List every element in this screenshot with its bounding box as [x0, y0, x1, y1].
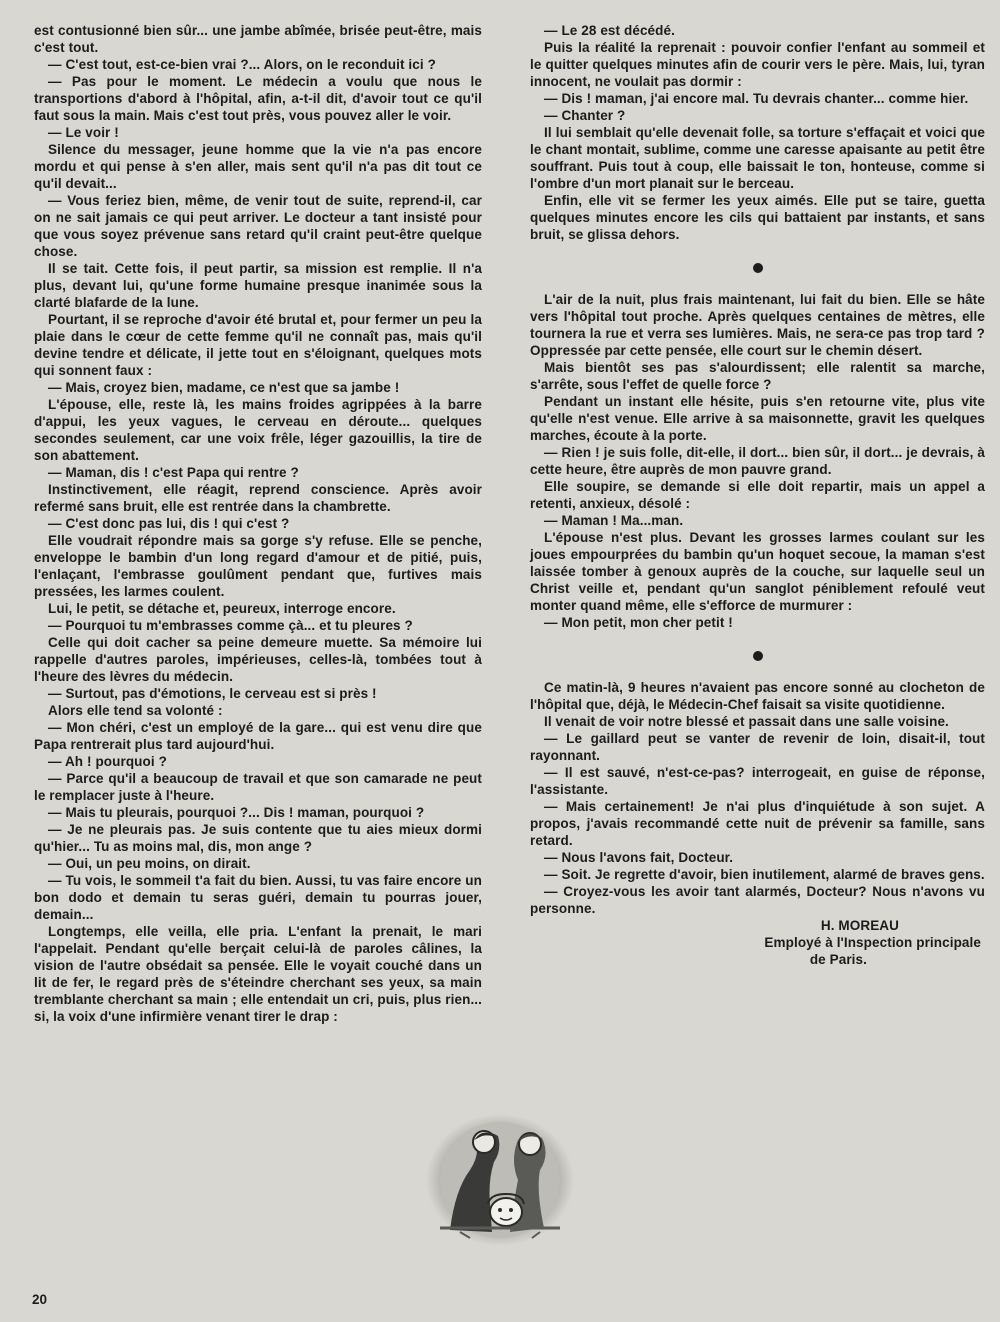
- paragraph: — Le 28 est décédé.: [544, 23, 675, 38]
- signature-block: [530, 917, 985, 968]
- paragraph: — C'est donc pas lui, dis ! qui c'est ?: [48, 516, 290, 531]
- paragraph: Elle voudrait répondre mais sa gorge s'y refuse. Elle se penche, enveloppe le bambin d'un long regard d'amour et de pitié, puis, l'enlaçant, l'embrasse goulûment pendant que, furtives mais pressées, les larmes coulent.: [34, 533, 482, 599]
- paragraph: — Mais, croyez bien, madame, ce n'est que sa jambe !: [48, 380, 400, 395]
- paragraph: — Mais tu pleurais, pourquoi ?... Dis ! maman, pourquoi ?: [48, 805, 425, 820]
- text-column-right: [530, 22, 985, 968]
- paragraph: — Pourquoi tu m'embrasses comme çà... et tu pleures ?: [48, 618, 413, 633]
- paragraph: Mais bientôt ses pas s'alourdissent; elle ralentit sa marche, s'arrête, sous l'effet de quelle force ?: [530, 360, 985, 392]
- paragraph: L'épouse, elle, reste là, les mains froides agrippées à la barre d'appui, les yeux vagues, le cerveau en déroute... quelques secondes seulement, car une voix frêle, léger gazouillis, la tire de son abattement.: [34, 397, 482, 463]
- page-number: 20: [32, 1292, 48, 1307]
- paragraph: — Ah ! pourquoi ?: [48, 754, 167, 769]
- paragraph: Il venait de voir notre blessé et passait dans une salle voisine.: [544, 714, 949, 729]
- paragraph: — Croyez-vous les avoir tant alarmés, Docteur? Nous n'avons vu personne.: [530, 884, 985, 916]
- paragraph: L'air de la nuit, plus frais maintenant, lui fait du bien. Elle se hâte vers l'hôpital tout proche. Après quelques centaines de mètres, elle tournera la rue et verra ses lumières. Mais, ne sera-ce pas trop tard ? Oppressée par cette pensée, elle court sur le chemin désert.: [530, 292, 985, 358]
- author-name: H. MOREAU: [820, 918, 899, 933]
- paragraph: — Tu vois, le sommeil t'a fait du bien. Aussi, tu vas faire encore un bon dodo et demain tu seras guéri, demain tu pourras jouer, demain...: [34, 873, 482, 922]
- paragraph: — Dis ! maman, j'ai encore mal. Tu devrais chanter... comme hier.: [544, 91, 969, 106]
- paragraph: L'épouse n'est plus. Devant les grosses larmes coulant sur les joues empourprées du bambin qu'un hoquet secoue, la maman s'est laissée tomber à genoux auprès de la couche, sur laquelle seul un Christ veille et, pendant qu'un sanglot péniblement refoulé veut monter quand même, elle s'efforce de murmurer :: [530, 530, 985, 613]
- paragraph: Il se tait. Cette fois, il peut partir, sa mission est remplie. Il n'a plus, devant lui, qu'une forme humaine presque inanimée sous la clarté blafarde de la lune.: [34, 261, 482, 310]
- paragraph: Longtemps, elle veilla, elle pria. L'enfant la prenait, le mari l'appelait. Pendant qu'elle berçait celui-là de paroles câlines, la vision de l'autre obsédait sa pensée. Elle le voyait couché dans un lit de fer, le regard près de s'éteindre cherchant ses yeux, sa main tremblante cherchant sa main ; elle entendait un cri, puis, plus rien... si, la voix d'une infirmière venant tirer le drap :: [34, 924, 482, 1024]
- author-place: de Paris.: [809, 952, 867, 967]
- paragraph: est contusionné bien sûr... une jambe abîmée, brisée peut-être, mais c'est tout.: [34, 23, 482, 55]
- paragraph: — Nous l'avons fait, Docteur.: [544, 850, 734, 865]
- paragraph: Il lui semblait qu'elle devenait folle, sa torture s'effaçait et voici que le chant montait, sublime, comme une caresse apaisante au petit être souffrant. Puis tout à coup, elle baissait le ton, honteuse, comme si l'ombre d'un mort planait sur le berceau.: [530, 125, 985, 191]
- paragraph: — Il est sauvé, n'est-ce-pas? interrogeait, en guise de réponse, l'assistante.: [530, 765, 985, 797]
- paragraph: — Mon petit, mon cher petit !: [544, 615, 733, 630]
- paragraph: Celle qui doit cacher sa peine demeure muette. Sa mémoire lui rappelle d'autres paroles, impérieuses, celles-là, tombées tout à l'heure des lèvres du médecin.: [34, 635, 482, 684]
- paragraph: — Mais certainement! Je n'ai plus d'inquiétude à son sujet. A propos, j'avais recommandé cette nuit de prévenir sa famille, sans retard.: [530, 799, 985, 848]
- paragraph: — Mon chéri, c'est un employé de la gare... qui est venu dire que Papa rentrerait plus tard aujourd'hui.: [34, 720, 482, 752]
- paragraph: — Maman ! Ma...man.: [544, 513, 684, 528]
- paragraph: Elle soupire, se demande si elle doit repartir, mais un appel a retenti, anxieux, désolé :: [530, 479, 985, 511]
- paragraph: Silence du messager, jeune homme que la vie n'a pas encore mordu et qui pense à s'en aller, mais sent qu'il n'a pas dit tout ce qu'il devait...: [34, 142, 482, 191]
- paragraph: Instinctivement, elle réagit, reprend conscience. Après avoir refermé sans bruit, elle est rentrée dans la chambrette.: [34, 482, 482, 514]
- paragraph: — Maman, dis ! c'est Papa qui rentre ?: [48, 465, 299, 480]
- paragraph: Puis la réalité la reprenait : pouvoir confier l'enfant au sommeil et le quitter quelques minutes afin de courir vers le père. Mais, lui, tyran innocent, ne voulait pas dormir :: [530, 40, 985, 89]
- paragraph: Pendant un instant elle hésite, puis s'en retourne vite, plus vite qu'elle n'est venue. Elle arrive à sa maisonnette, gravit les quelques marches, écoute à la porte.: [530, 394, 985, 443]
- paragraph: — Soit. Je regrette d'avoir, bien inutilement, alarmé de braves gens.: [544, 867, 985, 882]
- paragraph: — Pas pour le moment. Le médecin a voulu que nous le transportions d'abord à l'hôpital, afin, a-t-il dit, d'avoir tout ce qu'il faut sous la main. Mais c'est tout près, vous pouvez aller le voir.: [34, 74, 482, 123]
- paragraph: — Le voir !: [48, 125, 119, 140]
- paragraph: — Vous feriez bien, même, de venir tout de suite, reprend-il, car on ne sait jamais ce qui peut arriver. Le docteur a tant insisté pour que vous soyez prévenue sans retard qu'il craint peut-être quelque chose.: [34, 193, 482, 259]
- paragraph: — Surtout, pas d'émotions, le cerveau est si près !: [48, 686, 377, 701]
- paragraph: — Le gaillard peut se vanter de revenir de loin, disait-il, tout rayonnant.: [530, 731, 985, 763]
- section-separator-dot: [753, 651, 763, 661]
- paragraph: — Rien ! je suis folle, dit-elle, il dort... bien sûr, il dort... je devrais, à cette heure, être auprès de mon pauvre grand.: [530, 445, 985, 477]
- paragraph: — Oui, un peu moins, on dirait.: [48, 856, 251, 871]
- section-separator-dot: [753, 263, 763, 273]
- paragraph: — Chanter ?: [544, 108, 626, 123]
- paragraph: Lui, le petit, se détache et, peureux, interroge encore.: [48, 601, 396, 616]
- paragraph: — C'est tout, est-ce-bien vrai ?... Alors, on le reconduit ici ?: [48, 57, 436, 72]
- paragraph: Enfin, elle vit se fermer les yeux aimés. Elle put se taire, guetta quelques minutes encore les cils qui battaient par instants, et sans bruit, se glissa dehors.: [530, 193, 985, 242]
- paragraph: Alors elle tend sa volonté :: [48, 703, 223, 718]
- paragraph: — Parce qu'il a beaucoup de travail et que son camarade ne peut le remplacer juste à l'heure.: [34, 771, 482, 803]
- mother-and-child-vignette-icon: [410, 1110, 590, 1250]
- paragraph: Pourtant, il se reproche d'avoir été brutal et, pour fermer un peu la plaie dans le cœur de cette femme qu'il ne connaît pas, mais qu'il devine tendre et délicate, il jette tout en s'éloignant, quelques mots qui sonnent faux :: [34, 312, 482, 378]
- paragraph: — Je ne pleurais pas. Je suis contente que tu aies mieux dormi qu'hier... Tu as moins mal, dis, mon ange ?: [34, 822, 482, 854]
- author-role: Employé à l'Inspection principale: [764, 935, 981, 950]
- paragraph: Ce matin-là, 9 heures n'avaient pas encore sonné au clocheton de l'hôpital que, déjà, le Médecin-Chef faisait sa visite quotidienne.: [530, 680, 985, 712]
- text-column-left: [34, 22, 482, 1025]
